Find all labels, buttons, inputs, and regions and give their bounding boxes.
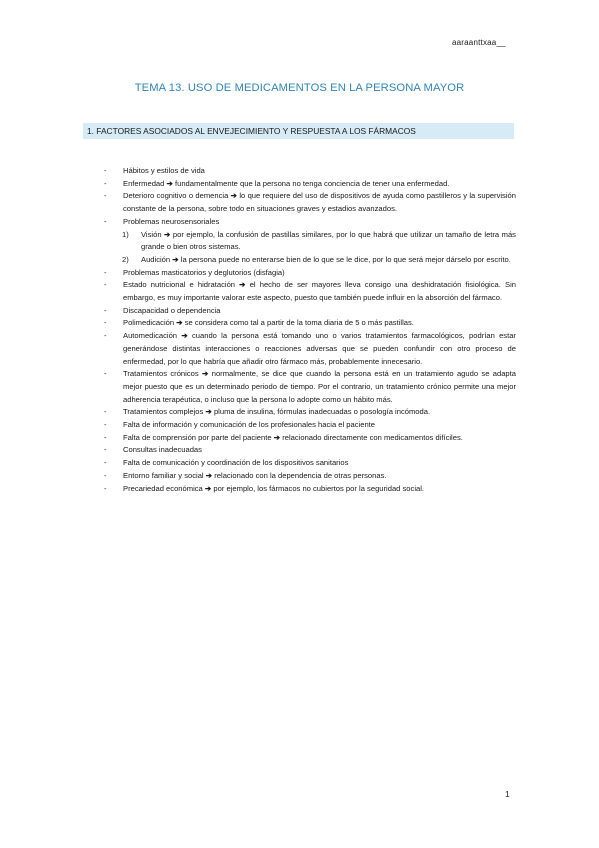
item-text: se considera como tal a partir de la toma diaria de 5 o más pastillas. — [184, 318, 414, 328]
list-item — [104, 483, 516, 496]
item-label: Problemas neurosensoriales — [123, 216, 220, 226]
item-label: Estado nutricional e hidratación — [123, 280, 236, 290]
page-number: 1 — [505, 789, 510, 799]
item-label: Hábitos y estilos de vida — [123, 166, 205, 175]
sub-list-item — [104, 254, 516, 267]
bullet-dash: - — [104, 458, 107, 468]
list-item — [104, 165, 516, 178]
item-label: Polimedicación — [123, 318, 175, 328]
arrow-icon: ➔ — [164, 229, 171, 239]
list-item — [104, 457, 516, 470]
header-username: aaraanttxaa__ — [452, 38, 506, 47]
bullet-dash: - — [104, 470, 107, 480]
arrow-icon: ➔ — [239, 280, 246, 290]
item-label: Entorno familiar y social — [123, 470, 204, 480]
bullet-dash: - — [104, 166, 107, 175]
item-text: cuando la persona está tomando uno o varios tratamientos farmacológicos, podrían estar generándose distintas interacciones o reacciones adversas que se pueden confundir con otro proceso de enfermedad, por lo que habría que añadir otro fármaco más, probablemente innecesario. — [123, 331, 516, 366]
item-label: Tratamientos complejos — [123, 407, 204, 417]
sub-item-label: Visión — [141, 229, 162, 239]
item-label: Automedicación — [123, 331, 178, 341]
list-item — [104, 419, 516, 432]
bullet-dash: - — [104, 420, 107, 430]
list-item — [104, 279, 516, 304]
section-heading: 1. FACTORES ASOCIADOS AL ENVEJECIMIENTO Y RESPUESTA A LOS FÁRMACOS — [83, 123, 514, 139]
list-item — [104, 178, 516, 191]
arrow-icon: ➔ — [204, 483, 212, 493]
item-label: Falta de comprensión por parte del paciente — [123, 432, 272, 442]
arrow-icon: ➔ — [176, 318, 183, 328]
bullet-dash: - — [104, 318, 107, 328]
arrow-icon: ➔ — [181, 331, 188, 341]
item-label: Discapacidad o dependencia — [123, 305, 221, 315]
list-item — [104, 330, 516, 368]
item-text: lo que requiere del uso de dispositivos de ayuda como pastilleros y la supervisión constante de la persona, sobre todo en situaciones graves y estadios avanzados. — [123, 191, 516, 214]
item-label: Enfermedad — [123, 178, 165, 188]
bullet-dash: - — [104, 369, 107, 379]
item-label: Problemas masticatorios y deglutorios (disfagia) — [123, 267, 285, 277]
bullet-dash: - — [104, 483, 107, 493]
item-label: Falta de información y comunicación de los profesionales hacia el paciente — [123, 420, 376, 430]
bullet-dash: - — [104, 445, 107, 455]
bullet-dash: - — [104, 267, 107, 277]
list-item — [104, 406, 516, 419]
arrow-icon: ➔ — [205, 407, 212, 417]
item-text: relacionado con la dependencia de otras personas. — [214, 470, 387, 480]
arrow-icon: ➔ — [273, 432, 281, 442]
list-item — [104, 432, 516, 445]
bullet-dash: - — [104, 280, 107, 290]
bullet-dash: - — [104, 191, 107, 201]
list-item — [104, 216, 516, 229]
sub-item-number: 2) — [122, 254, 129, 264]
document-title: TEMA 13. USO DE MEDICAMENTOS EN LA PERSONA MAYOR — [134, 82, 465, 94]
item-text: normalmente, se dice que cuando la persona está en un tratamiento agudo se adapta mejor puesto que es un determinado periodo de tiempo. Por el contrario, un tratamiento crónico permite una mejor adherencia terapéutica, o incluso que la persona lo adopte como un hábito más. — [123, 369, 516, 404]
item-text: por ejemplo, los fármacos no cubiertos por la seguridad social. — [213, 483, 425, 493]
sub-item-text: por ejemplo, la confusión de pastillas similares, por lo que habrá que utilizar un tamaño de letra más grande o bien otros sistemas. — [141, 229, 516, 252]
sub-item-text: la persona puede no enterarse bien de lo que se le dice, por lo que será mejor dárselo por escrito. — [180, 254, 511, 264]
sub-item-label: Audición — [141, 254, 171, 264]
list-item — [104, 368, 516, 406]
arrow-icon: ➔ — [166, 178, 173, 188]
bullet-dash: - — [104, 432, 107, 442]
item-text: relacionado directamente con medicamentos difíciles. — [282, 432, 463, 442]
bullet-dash: - — [104, 331, 107, 341]
item-text: fundamentalmente que la persona no tenga conciencia de tener una enfermedad. — [175, 178, 450, 188]
bullet-dash: - — [104, 305, 107, 315]
item-label: Precariedad económica — [123, 483, 203, 493]
list-item — [104, 317, 516, 330]
arrow-icon: ➔ — [172, 254, 179, 264]
list-item — [104, 267, 516, 280]
list-item — [104, 470, 516, 483]
sub-item-number: 1) — [122, 229, 129, 239]
factors-list — [104, 165, 516, 495]
item-text: pluma de insulina, fórmulas inadecuadas o posología incómoda. — [213, 407, 431, 417]
item-label: Consultas inadecuadas — [123, 445, 202, 455]
arrow-icon: ➔ — [202, 369, 209, 379]
arrow-icon: ➔ — [230, 191, 238, 201]
bullet-dash: - — [104, 216, 107, 226]
item-label: Falta de comunicación y coordinación de los dispositivos sanitarios — [123, 458, 349, 468]
list-item — [104, 190, 516, 215]
sub-list-item — [104, 229, 516, 254]
item-label: Tratamientos crónicos — [123, 369, 199, 379]
list-item — [104, 305, 516, 318]
list-item — [104, 444, 516, 457]
bullet-dash: - — [104, 178, 107, 188]
arrow-icon: ➔ — [205, 470, 213, 480]
bullet-dash: - — [104, 407, 107, 417]
item-label: Deterioro cognitivo o demencia — [123, 191, 229, 201]
item-text: el hecho de ser mayores lleva consigo una deshidratación fisiológica. Sin embargo, es muy importante valorar este aspecto, puesto que también puede influir en la absorción del fármaco. — [123, 280, 516, 303]
